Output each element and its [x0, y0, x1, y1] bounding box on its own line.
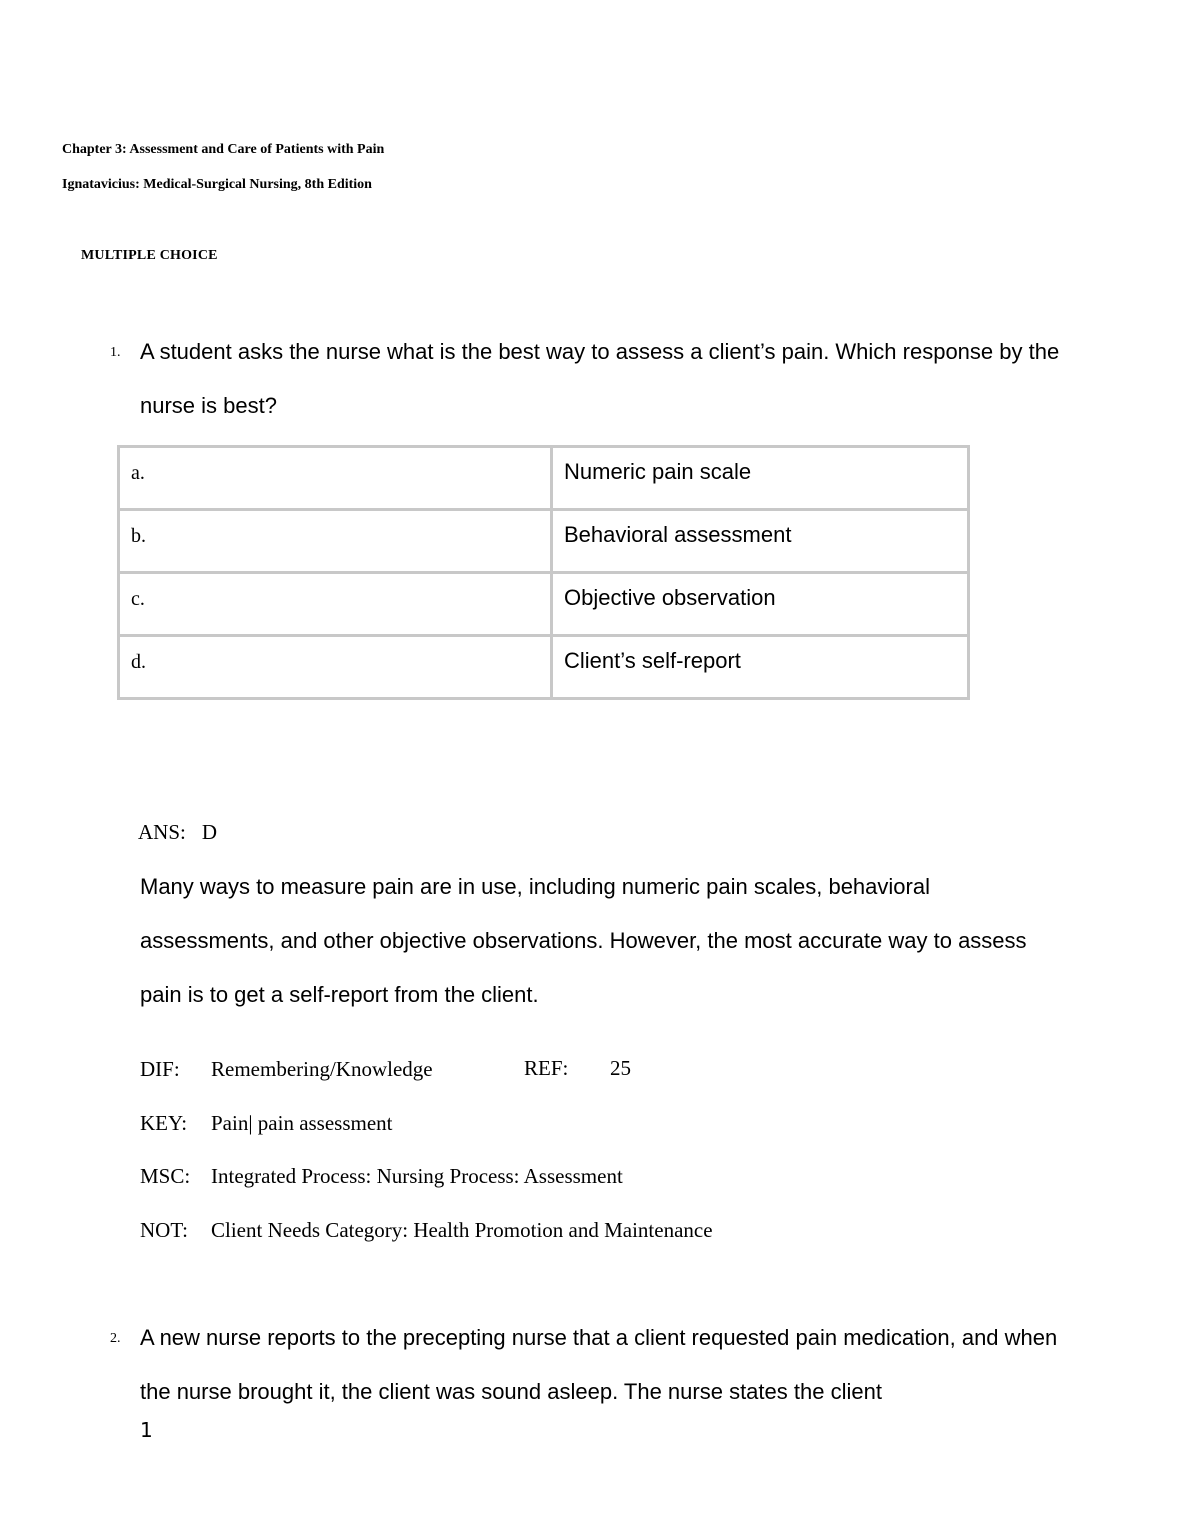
not-label: NOT: — [140, 1218, 188, 1242]
option-row — [119, 573, 969, 636]
option-text-cell — [552, 573, 969, 636]
difficulty-line — [140, 1056, 433, 1082]
key-value: Pain| pain assessment — [211, 1111, 393, 1135]
msc-line — [140, 1163, 623, 1189]
question-number: 2. — [110, 1331, 121, 1346]
msc-value: Integrated Process: Nursing Process: Assessment — [211, 1164, 623, 1188]
option-letter: d. — [131, 651, 146, 673]
difficulty-label: DIF: — [140, 1057, 180, 1081]
not-line — [140, 1217, 713, 1243]
answer-label: ANS: — [138, 820, 186, 844]
option-text-cell — [552, 447, 969, 510]
option-row — [119, 510, 969, 573]
key-line — [140, 1110, 393, 1136]
rationale-text: Many ways to measure pain are in use, including numeric pain scales, behavioral assessments, and other objective observations. However, the most accurate way to assess pain is to get a self-report from the client. — [140, 874, 1027, 1007]
option-row — [119, 636, 969, 699]
option-letter: c. — [131, 588, 145, 610]
option-text: Numeric pain scale — [564, 459, 752, 484]
page-number: 1 — [140, 1418, 153, 1442]
option-letter-cell — [119, 636, 552, 699]
reference-value: 25 — [610, 1056, 631, 1080]
question-text: A new nurse reports to the precepting nurse that a client requested pain medication, and when the nurse brought it, the client was sound asleep. The nurse states the client — [140, 1325, 1058, 1404]
difficulty-value: Remembering/Knowledge — [211, 1057, 433, 1081]
option-text: Objective observation — [564, 585, 776, 610]
question-text: A student asks the nurse what is the best way to assess a client’s pain. Which response by the nurse is best? — [140, 339, 1060, 418]
option-letter: b. — [131, 525, 146, 547]
question-number: 1. — [110, 345, 121, 360]
answer-value: D — [201, 820, 218, 844]
option-text: Behavioral assessment — [564, 522, 792, 547]
option-row — [119, 447, 969, 510]
option-letter: a. — [131, 462, 145, 484]
option-letter-cell — [119, 447, 552, 510]
book-title: Ignatavicius: Medical-Surgical Nursing, 8th Edition — [62, 177, 372, 192]
section-heading: MULTIPLE CHOICE — [81, 248, 218, 263]
answer-options-table — [117, 445, 970, 700]
option-text-cell — [552, 510, 969, 573]
option-letter-cell — [119, 573, 552, 636]
option-letter-cell — [119, 510, 552, 573]
option-text-cell — [552, 636, 969, 699]
chapter-title: Chapter 3: Assessment and Care of Patients with Pain — [62, 142, 385, 157]
reference-label: REF: — [524, 1056, 569, 1080]
not-value: Client Needs Category: Health Promotion and Maintenance — [211, 1218, 713, 1242]
option-text: Client’s self-report — [564, 648, 741, 673]
answer-line — [138, 820, 217, 845]
msc-label: MSC: — [140, 1164, 191, 1188]
key-label: KEY: — [140, 1111, 188, 1135]
